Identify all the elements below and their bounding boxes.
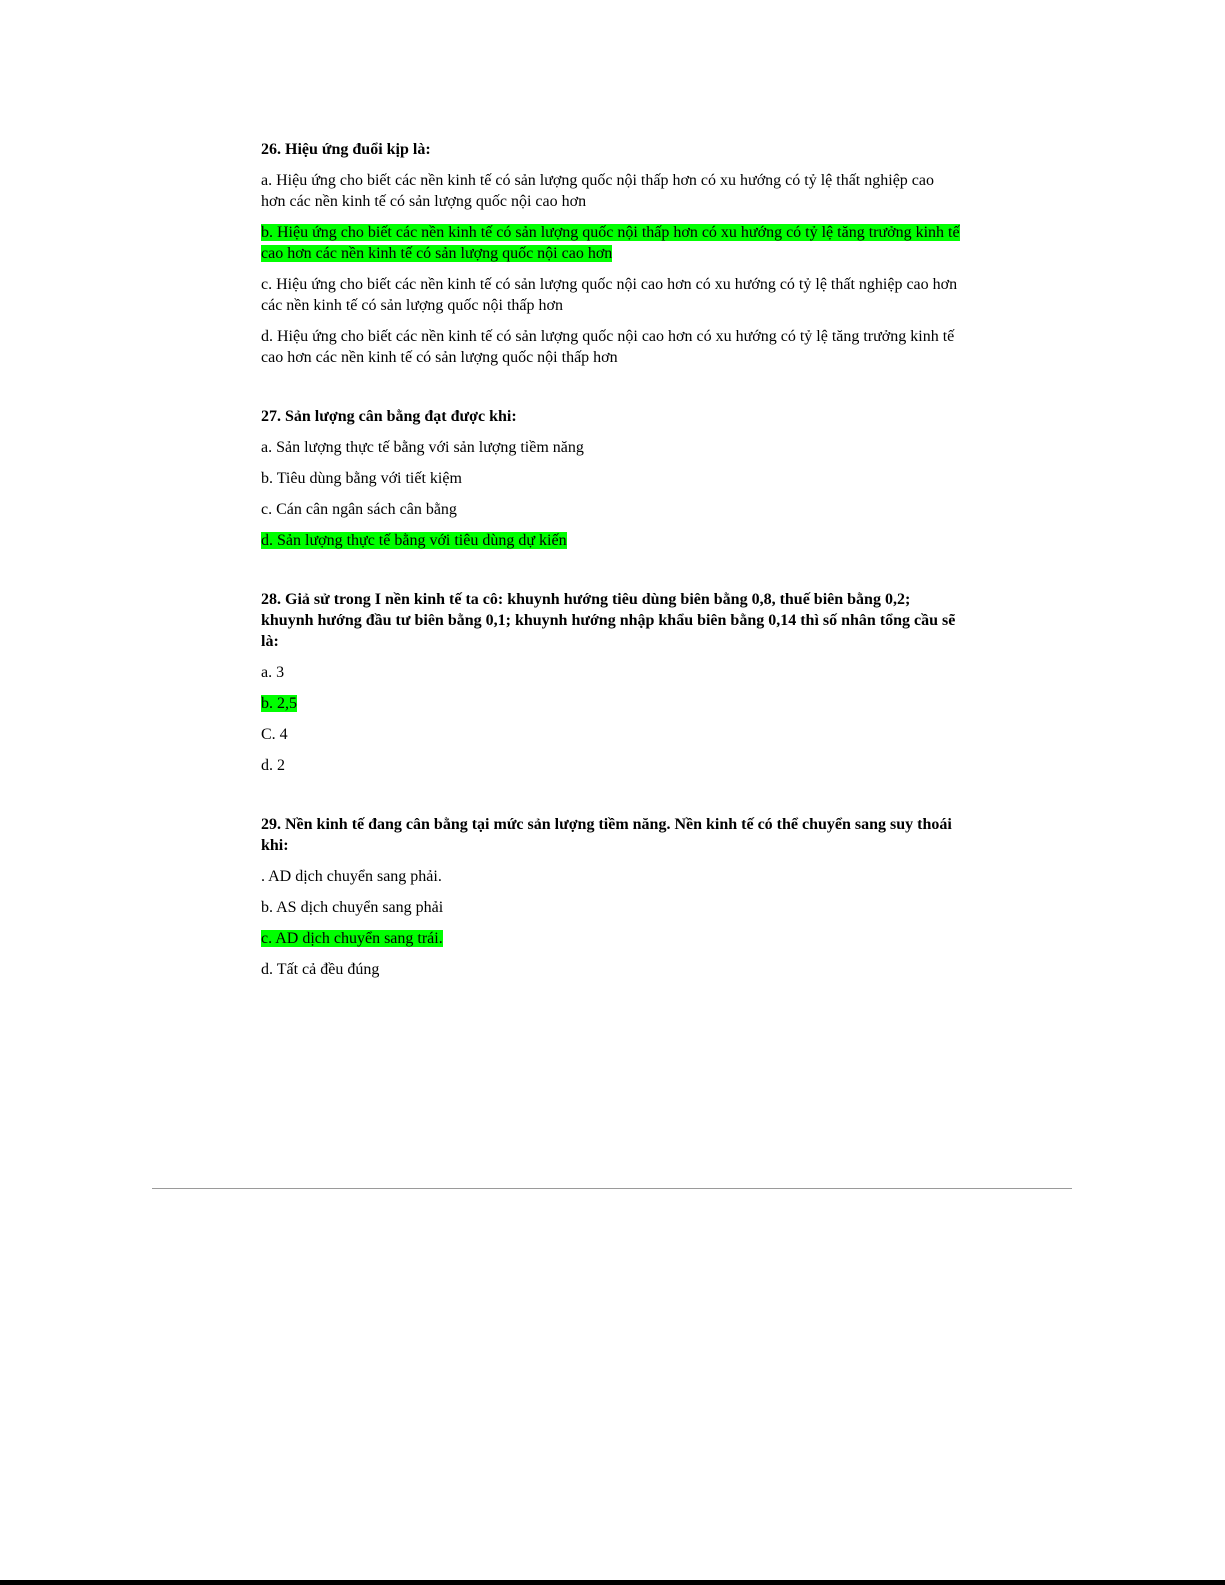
answer-option bbox=[261, 468, 961, 489]
answer-option bbox=[261, 755, 961, 776]
answer-text: d. 2 bbox=[261, 757, 285, 774]
answer-text: d. Tất cả đều đúng bbox=[261, 961, 380, 978]
answer-option-correct bbox=[261, 530, 961, 551]
answer-text-highlighted: b. 2,5 bbox=[261, 695, 297, 712]
answer-text: a. 3 bbox=[261, 664, 285, 681]
answer-text: a. Hiệu ứng cho biết các nền kinh tế có sản lượng quốc nội thấp hơn có xu hướng có tỷ lệ thất nghiệp cao hơn các nền kinh tế có sản lượng quốc nội cao hơn bbox=[261, 172, 934, 210]
answer-text: . AD dịch chuyển sang phải. bbox=[261, 868, 442, 885]
answer-option bbox=[261, 499, 961, 520]
question-title: 29. Nền kinh tế đang cân bằng tại mức sản lượng tiềm năng. Nền kinh tế có thể chuyển sang suy thoái khi: bbox=[261, 816, 952, 854]
page-divider bbox=[152, 1188, 1072, 1189]
answer-option-correct bbox=[261, 693, 961, 714]
answer-option bbox=[261, 170, 961, 212]
question-title: 26. Hiệu ứng đuổi kịp là: bbox=[261, 141, 431, 158]
answer-option-correct bbox=[261, 928, 961, 949]
answer-text: b. AS dịch chuyển sang phải bbox=[261, 899, 444, 916]
question-29 bbox=[261, 814, 961, 980]
answer-option-correct bbox=[261, 222, 961, 264]
answer-text-highlighted: d. Sản lượng thực tế bằng với tiêu dùng dự kiến bbox=[261, 532, 567, 549]
answer-text: a. Sản lượng thực tế bằng với sản lượng tiềm năng bbox=[261, 439, 584, 456]
page-bottom-edge bbox=[0, 1580, 1225, 1585]
answer-option bbox=[261, 866, 961, 887]
answer-option bbox=[261, 959, 961, 980]
answer-text: c. Cán cân ngân sách cân bằng bbox=[261, 501, 457, 518]
question-26 bbox=[261, 139, 961, 368]
answer-option bbox=[261, 326, 961, 368]
answer-option bbox=[261, 662, 961, 683]
answer-text: C. 4 bbox=[261, 726, 288, 743]
question-27 bbox=[261, 406, 961, 551]
answer-option bbox=[261, 437, 961, 458]
document-body bbox=[261, 139, 961, 1018]
answer-option bbox=[261, 724, 961, 745]
answer-option bbox=[261, 274, 961, 316]
question-title: 28. Giả sử trong I nền kinh tế ta cô: khuynh hướng tiêu dùng biên bằng 0,8, thuế biên bằng 0,2; khuynh hướng đầu tư biên bằng 0,1; khuynh hướng nhập khẩu biên bằng 0,14 thì số nhân tổng cầu sẽ là: bbox=[261, 591, 956, 650]
answer-text-highlighted: c. AD dịch chuyển sang trái. bbox=[261, 930, 443, 947]
answer-option bbox=[261, 897, 961, 918]
answer-text: b. Tiêu dùng bằng với tiết kiệm bbox=[261, 470, 462, 487]
answer-text-highlighted: b. Hiệu ứng cho biết các nền kinh tế có sản lượng quốc nội thấp hơn có xu hướng có tỷ lệ tăng trưởng kinh tế cao hơn các nền kinh tế có sản lượng quốc nội cao hơn bbox=[261, 224, 960, 262]
question-28 bbox=[261, 589, 961, 776]
answer-text: d. Hiệu ứng cho biết các nền kinh tế có sản lượng quốc nội cao hơn có xu hướng có tỷ lệ tăng trưởng kinh tế cao hơn các nền kinh tế có sản lượng quốc nội thấp hơn bbox=[261, 328, 955, 366]
question-title: 27. Sản lượng cân bằng đạt được khi: bbox=[261, 408, 517, 425]
answer-text: c. Hiệu ứng cho biết các nền kinh tế có sản lượng quốc nội cao hơn có xu hướng có tỷ lệ thất nghiệp cao hơn các nền kinh tế có sản lượng quốc nội thấp hơn bbox=[261, 276, 958, 314]
